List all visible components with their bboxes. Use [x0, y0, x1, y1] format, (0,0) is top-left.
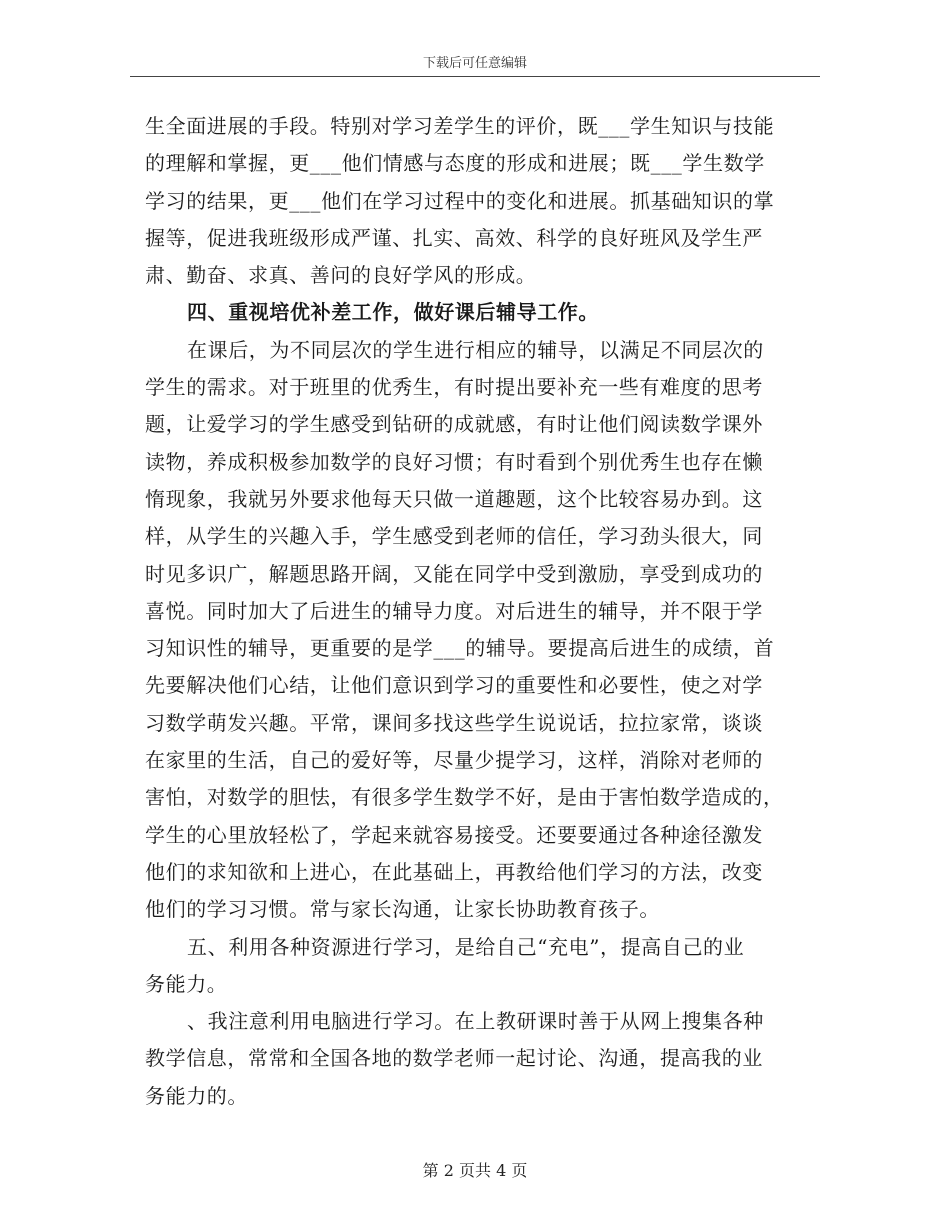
text-line: 喜悦。同时加大了后进生的辅导力度。对后进生的辅导，并不限于学 — [145, 598, 763, 623]
text-line: 在课后，为不同层次的学生进行相应的辅导，以满足不同层次的 — [187, 337, 764, 362]
text-line: 学习的结果，更___他们在学习过程中的变化和进展。抓基础知识的掌 — [145, 188, 775, 213]
text-line: 他们的求知欲和上进心，在此基础上，再教给他们学习的方法，改变 — [145, 859, 763, 884]
text-line: 害怕，对数学的胆怯，有很多学生数学不好，是由于害怕数学造成的， — [145, 785, 784, 810]
text-line: 务能力。 — [145, 971, 228, 996]
text-line: 他们的学习习惯。常与家长沟通，让家长协助教育孩子。 — [145, 897, 660, 922]
page-footer: 第 2 页共 4 页 — [422, 1161, 528, 1180]
text-line: 在家里的生活，自己的爱好等，尽量少提学习，这样，消除对老师的 — [145, 748, 763, 773]
page-header: 下载后可任意编辑 — [422, 56, 527, 71]
text-line: 务能力的。 — [145, 1083, 248, 1108]
text-line: 先要解决他们心结，让他们意识到学习的重要性和必要性，使之对学 — [145, 673, 763, 698]
text-line: 习知识性的辅导，更重要的是学___的辅导。要提高后进生的成绩，首 — [145, 636, 775, 661]
header-divider — [130, 76, 820, 77]
text-line: 学生的需求。对于班里的优秀生，有时提出要补充一些有难度的思考 — [145, 375, 763, 400]
text-line: 读物，养成积极参加数学的良好习惯；有时看到个别优秀生也存在懒 — [145, 449, 763, 474]
section-heading: 四、重视培优补差工作，做好课后辅导工作。 — [187, 300, 599, 325]
text-line: 样，从学生的兴趣入手，学生感受到老师的信任，学习劲头很大，同 — [145, 524, 763, 549]
text-line: 握等，促进我班级形成严谨、扎实、高效、科学的良好班风及学生严 — [145, 225, 763, 250]
text-line: 教学信息，常常和全国各地的数学老师一起讨论、沟通，提高我的业 — [145, 1046, 763, 1071]
document-body — [145, 108, 810, 1115]
text-line: 时见多识广，解题思路开阔，又能在同学中受到激励，享受到成功的 — [145, 561, 763, 586]
text-line: 习数学萌发兴趣。平常，课间多找这些学生说说话，拉拉家常，谈谈 — [145, 710, 763, 735]
text-line: 题，让爱学习的学生感受到钻研的成就感，有时让他们阅读数学课外 — [145, 412, 763, 437]
text-line: 生全面进展的手段。特别对学习差学生的评价，既___学生知识与技能 — [145, 114, 775, 138]
text-line: 的理解和掌握，更___他们情感与态度的形成和进展；既___学生数学 — [145, 151, 765, 176]
text-line: 、我注意利用电脑进行学习。在上教研课时善于从网上搜集各种 — [187, 1009, 764, 1034]
text-line: 五、利用各种资源进行学习，是给自己“充电”，提高自己的业 — [187, 934, 745, 959]
text-line: 学生的心里放轻松了，学起来就容易接受。还要要通过各种途径激发 — [145, 822, 763, 847]
text-line: 惰现象，我就另外要求他每天只做一道趣题，这个比较容易办到。这 — [145, 486, 763, 511]
text-line: 肃、勤奋、求真、善问的良好学风的形成。 — [145, 263, 537, 288]
